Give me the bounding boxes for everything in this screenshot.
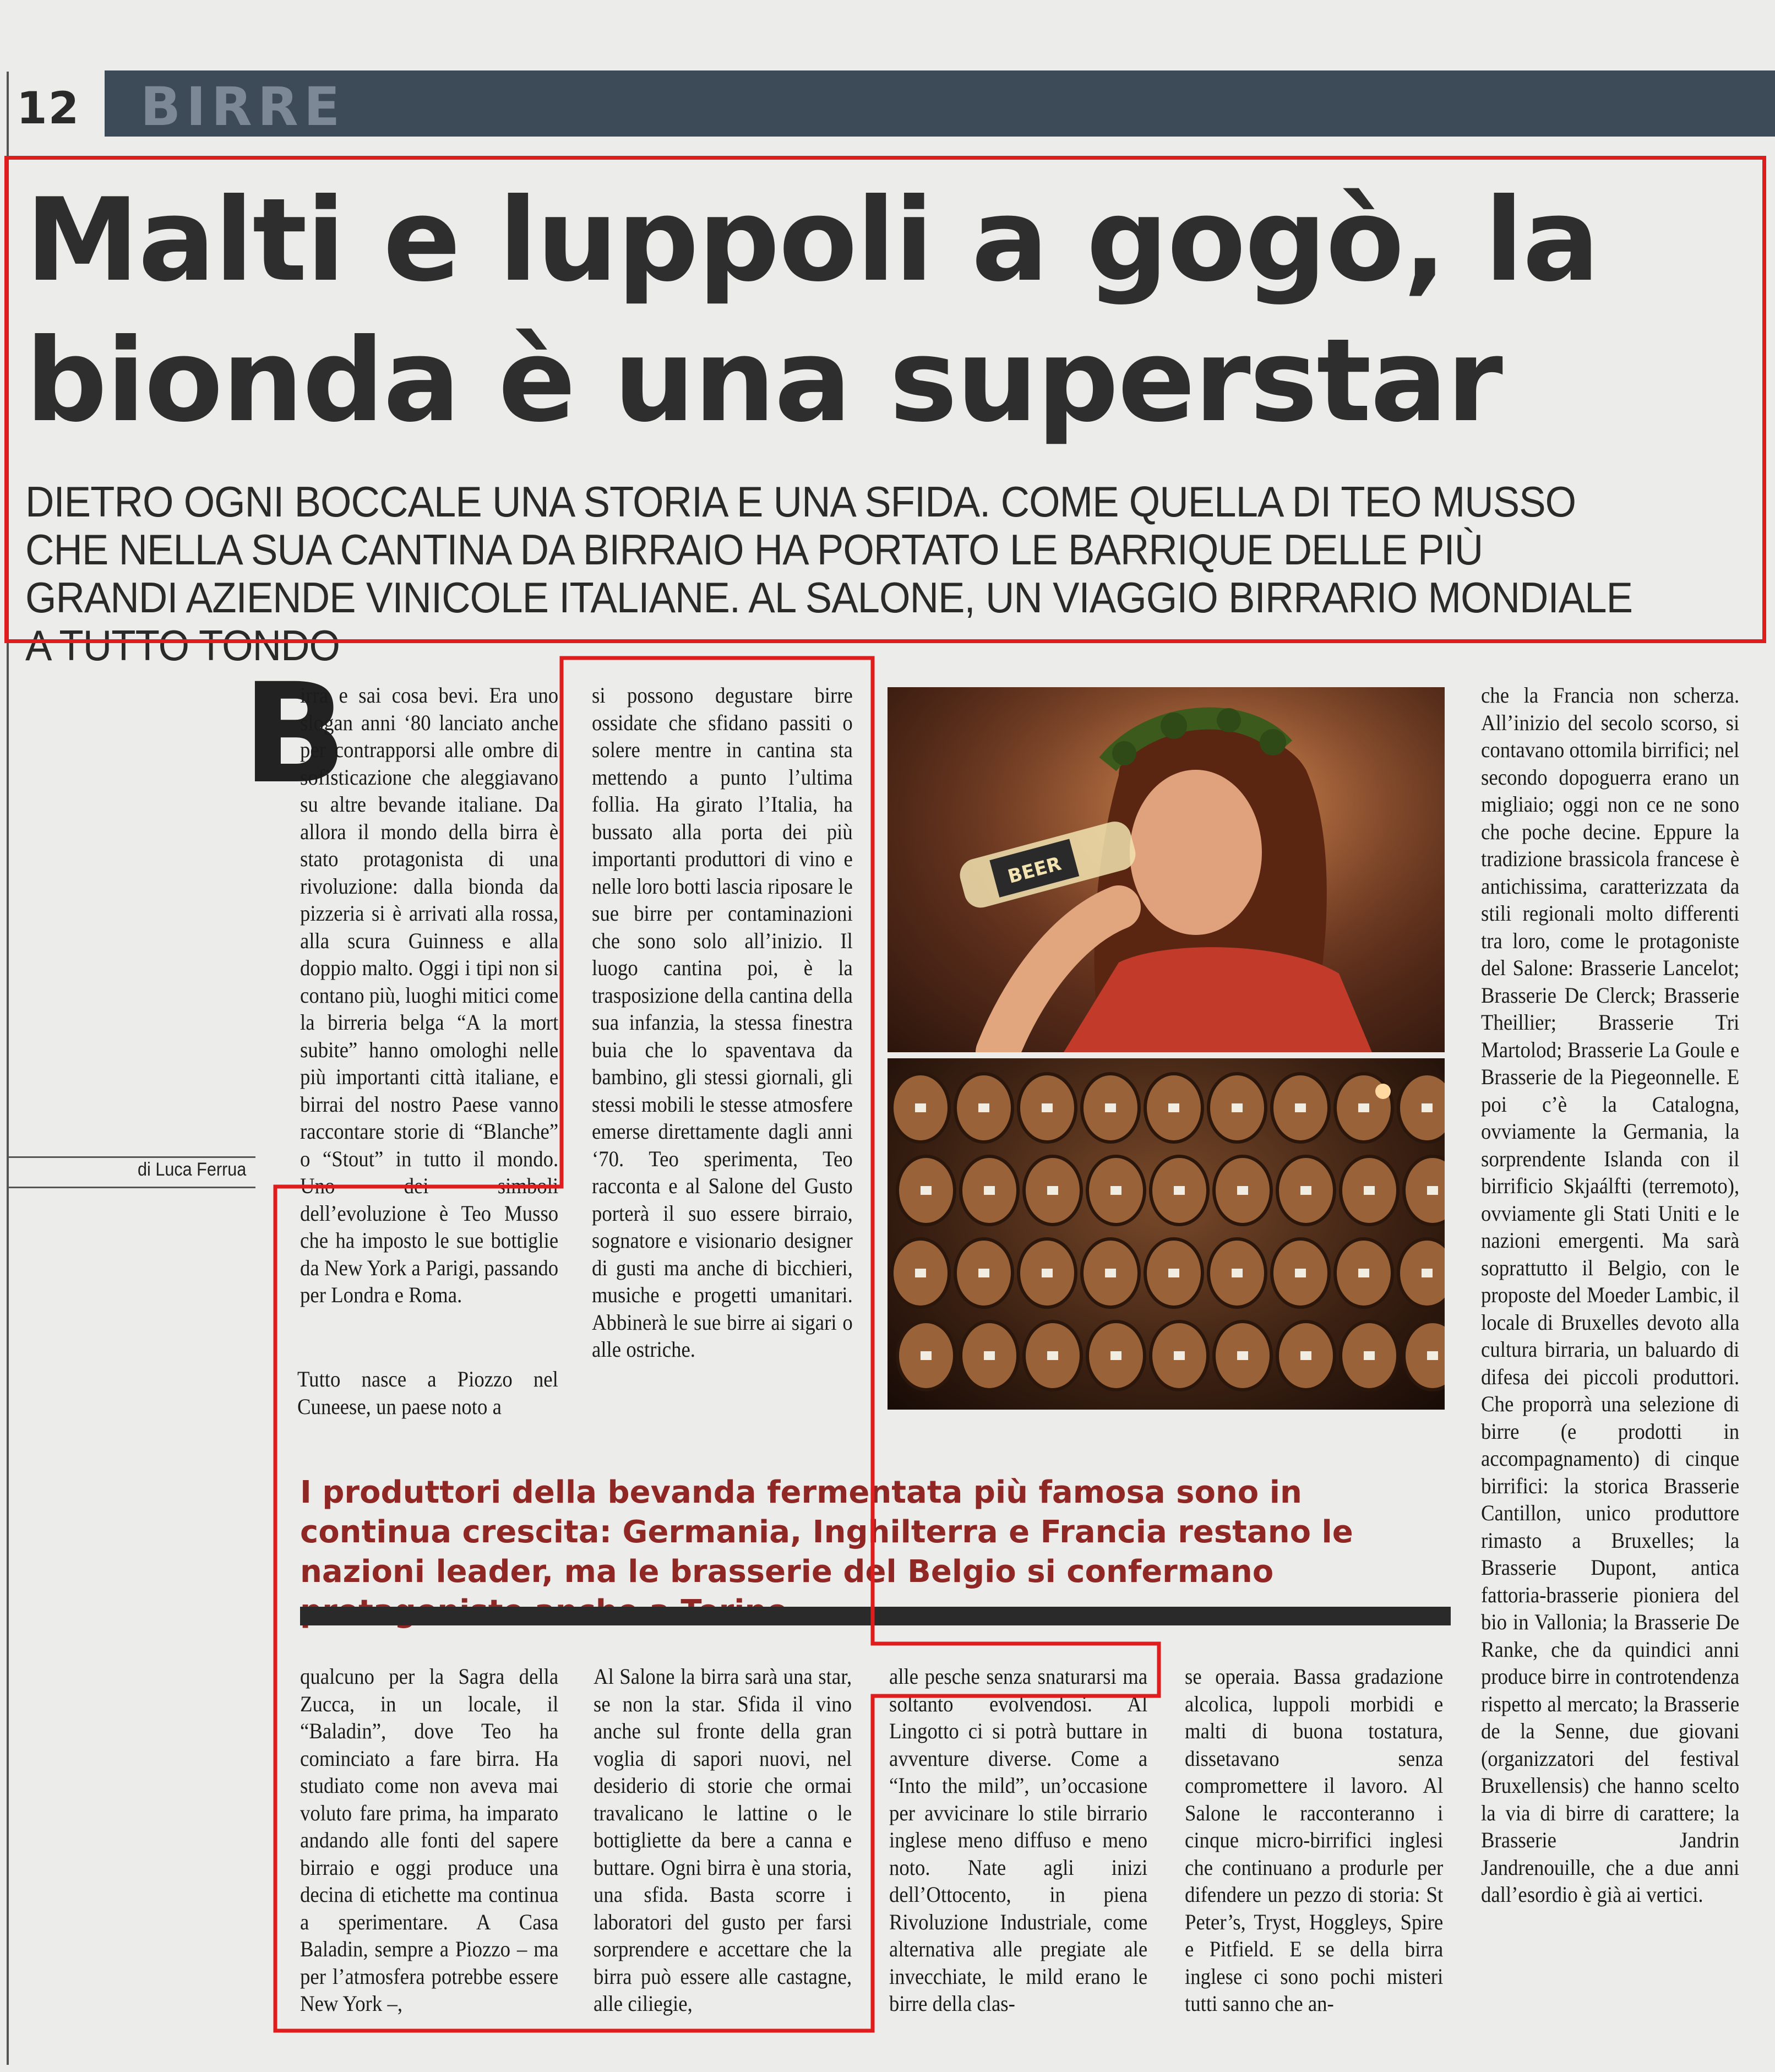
barrel-tag — [1047, 1351, 1058, 1360]
barrel-tag — [1358, 1103, 1369, 1112]
barrel-tag — [915, 1269, 926, 1277]
drop-cap: B — [242, 654, 347, 814]
pull-quote: I produttori della bevanda fermentata più famosa sono in continua crescita: Germania, Inghilterra e Francia restano le nazioni leader, ma le brasserie del Belgio si confermano — [300, 1475, 1353, 1590]
article-column-1 — [300, 682, 558, 1309]
paragraph: irra e sai cosa bevi. Era uno slogan anni ‘80 lanciato anche per contrapporsi alle ombre di sofisticazione che aleggiavano su altre bevande italiane. Da allora il mondo della birra è stato protagonista di una rivoluzione: dalla bionda da pizzeria si è arrivati alla rossa, alla scura Guinness e alla doppio malto. Oggi i tipi non si contano più, luoghi mitici come la birreria belga “A la mort subite” hanno omologhi nelle più importanti città italiane, e birrai del nostro Paese vanno raccontare storie di “Blanche” o “Stout” in tutto il mondo. Uno dei simboli dell’evoluzione è Teo Musso che ha imposto le sue bottiglie da New York a Parigi, passando per Londra e Roma. — [300, 683, 559, 1307]
article-column-2-bottom — [594, 1663, 852, 2017]
article-column-2 — [592, 682, 853, 1363]
barrel-tag — [978, 1103, 989, 1112]
barrel-tag — [1364, 1186, 1375, 1195]
article-column-1-end — [297, 1366, 558, 1420]
article-column-3-bottom — [889, 1663, 1147, 2017]
barrel — [1404, 1156, 1445, 1225]
paragraph: alle pesche senza snaturarsi ma soltanto evolvendosi. Al Lingotto ci si potrà buttare in avventure diverse. Come a “Into the mild”, un’occasione per avvicinare lo stile birrario inglese meno diffuso e meno noto. Nate agli inizi dell’Ottocento, in piena Rivoluzione Industriale, come alternativa alle pregiate ale invecchiate, le mild erano le birre della clas- — [889, 1664, 1148, 2016]
margin-rule — [7, 1184, 9, 2065]
glass-label: BEER — [1005, 852, 1064, 888]
section-label: BIRRE — [140, 76, 346, 138]
barrel-tag — [1047, 1186, 1058, 1195]
byline: di Luca Ferrua — [138, 1159, 247, 1180]
paragraph: qualcuno per la Sagra della Zucca, in un locale, il “Baladin”, dove Teo ha cominciato a fare birra. Ha studiato come non aveva mai voluto fare prima, ha imparato andando alle fonti del sapere birraio e oggi produce una decina di etichette ma continua a sperimentare. A Casa Baladin, sempre a Piozzo – ma per l’atmosfera potrebbe essere New York –, — [300, 1664, 559, 2016]
photo-barrel-cellar — [887, 1058, 1445, 1410]
barrel-tag — [1427, 1186, 1438, 1195]
paragraph: si possono degustare birre ossidate che sfidano passiti o solere mentre in cantina sta mettendo a punto l’ultima follia. Ha girato l’Italia, ha bussato alla porta dei più importanti produttori di vino e nelle loro botti lascia riposare le sue birre per contaminazioni che sono solo all’inizio. Il luogo cantina poi, è la trasposizione della cantina della sua infanzia, la stessa finestra buia che lo spaventava da bambino, gli stessi giornali, gli stessi mobili le stesse atmosfere emerse direttamente dagli anni ‘70. Teo sperimenta, Teo racconta e al Salone del Gusto porterà il suo essere birraio, sognatore e visionario designer di gusti ma anche di bicchieri, musiche e progetti umanitari. Abbinerà le sue birre ai sigari o alle ostriche. — [592, 683, 853, 1362]
barrel-tag — [1105, 1269, 1116, 1277]
barrel-tag — [1174, 1351, 1185, 1360]
barrel-tag — [1168, 1103, 1179, 1112]
barrel-tag — [1427, 1351, 1438, 1360]
section-bar — [105, 70, 1775, 137]
barrel-tag — [984, 1186, 995, 1195]
barrel-tag — [1168, 1269, 1179, 1277]
barrel-tag — [1358, 1269, 1369, 1277]
barrel-tag — [1364, 1351, 1375, 1360]
barrel-tag — [1110, 1186, 1121, 1195]
headline-highlight-box — [4, 156, 1766, 643]
barrel-tag — [1300, 1186, 1311, 1195]
barrel-tag — [1422, 1103, 1433, 1112]
subheadline: DIETRO OGNI BOCCALE UNA STORIA E UNA SFIDA. COME QUELLA DI TEO MUSSO CHE NELLA SUA CANTINA DA BIRRAIO HA PORTATO LE BARRIQUE DELLE PIÙ GRANDI AZIENDE VINICOLE ITALIANE. AL SALONE, UN VIAGGIO BIRRARIO MONDIALE A TUTTO TONDO — [25, 477, 1633, 670]
article-column-right — [1481, 682, 1739, 1908]
barrel-tag — [984, 1351, 995, 1360]
page-number: 12 — [17, 83, 80, 134]
paragraph: Tutto nasce a Piozzo nel Cuneese, un paese noto a — [297, 1367, 558, 1419]
article-column-1-bottom — [300, 1663, 558, 2017]
barrel-tag — [1232, 1269, 1243, 1277]
barrel-tag — [1174, 1186, 1185, 1195]
photo-woman-drinking — [887, 687, 1445, 1052]
barrel-tag — [1110, 1351, 1121, 1360]
headline: Malti e luppoli a gogò, la bionda è una superstar — [25, 174, 1599, 448]
barrel-tag — [1422, 1269, 1433, 1277]
barrel-tag — [1295, 1269, 1306, 1277]
paragraph: Al Salone la birra sarà una star, se non la star. Sfida il vino anche sul fronte della gran voglia di sapori nuovi, nel desiderio di storie che ormai travalicano le lattine o le bottigliette da bere a canna e buttare. Ogni birra è una storia, una sfida. Basta scorre i laboratori del gusto per farsi sorprendere e accettare che la birra può essere alle castagne, alle ciliegie, — [594, 1664, 852, 2016]
barrel-tag — [1042, 1269, 1053, 1277]
barrel-tag — [921, 1351, 932, 1360]
article-column-4-bottom — [1185, 1663, 1443, 2017]
paragraph: se operaia. Bassa gradazione alcolica, luppoli morbidi e malti di buona tostatura, dissetavano senza compromettere il lavoro. Al Salone le racconteranno i cinque micro-birrifici inglesi che continuano a produrle per difendere un pezzo di storia: St Peter’s, Tryst, Hoggleys, Spire e Pitfield. E se della birra inglese ci sono pochi misteri tutti sanno che an- — [1185, 1664, 1444, 2016]
barrel-tag — [1300, 1351, 1311, 1360]
barrel-tag — [1042, 1103, 1053, 1112]
barrel-tag — [1237, 1186, 1248, 1195]
barrel-tag — [1237, 1351, 1248, 1360]
barrel-tag — [1105, 1103, 1116, 1112]
ceiling-lamp — [1375, 1084, 1391, 1099]
barrel-tag — [921, 1186, 932, 1195]
barrel-tag — [915, 1103, 926, 1112]
paragraph: che la Francia non scherza. All’inizio del secolo scorso, si contavano ottomila birrifici; nel secondo dopoguerra erano un migliaio; oggi non ce ne sono che poche decine. Eppure la tradizione brassicola francese è antichissima, caratterizzata da stili regionali molto differenti tra loro, come le protagoniste del Salone: Brasserie Lancelot; Brasserie De Clerck; Brasserie Theillier; Brasserie Tri Martolod; Brasserie La Goule e Brasserie de la Piegeonnelle. E poi c’è la Catalogna, ovviamente la Germania, la sorprendente Islanda con il birrificio Skjaálfti (terremoto), ovviamente gli Stati Uniti e le nazioni emergenti. Ma sarà soprattutto il Belgio, con le proposte del Moeder Lambic, il locale di Bruxelles devoto alla cultura birraria, un baluardo di difesa dei piccoli produttori. Che proporrà una selezione di birre (e prodotti in accompagnamento) di cinque birrifici: la storica Brasserie Cantillon, unico produttore rimasto a Bruxelles; la Brasserie Dupont, antica fattoria-brasserie pioniera del bio in Vallonia; la Brasserie De Ranke, che da quindici anni produce birre in controtendenza rispetto al mercato; la Brasserie de la Senne, due giovani (organizzatori del festival Bruxellensis) che hanno scelto la via di birre di carattere; la Brasserie Jandrin Jandrenouille, che a due anni dall’esordio è già ai vertici. — [1481, 683, 1740, 1907]
barrel — [1404, 1321, 1445, 1390]
pull-quote-rule — [300, 1607, 1451, 1625]
barrel-tag — [978, 1269, 989, 1277]
barrel-tag — [1232, 1103, 1243, 1112]
barrel-tag — [1295, 1103, 1306, 1112]
